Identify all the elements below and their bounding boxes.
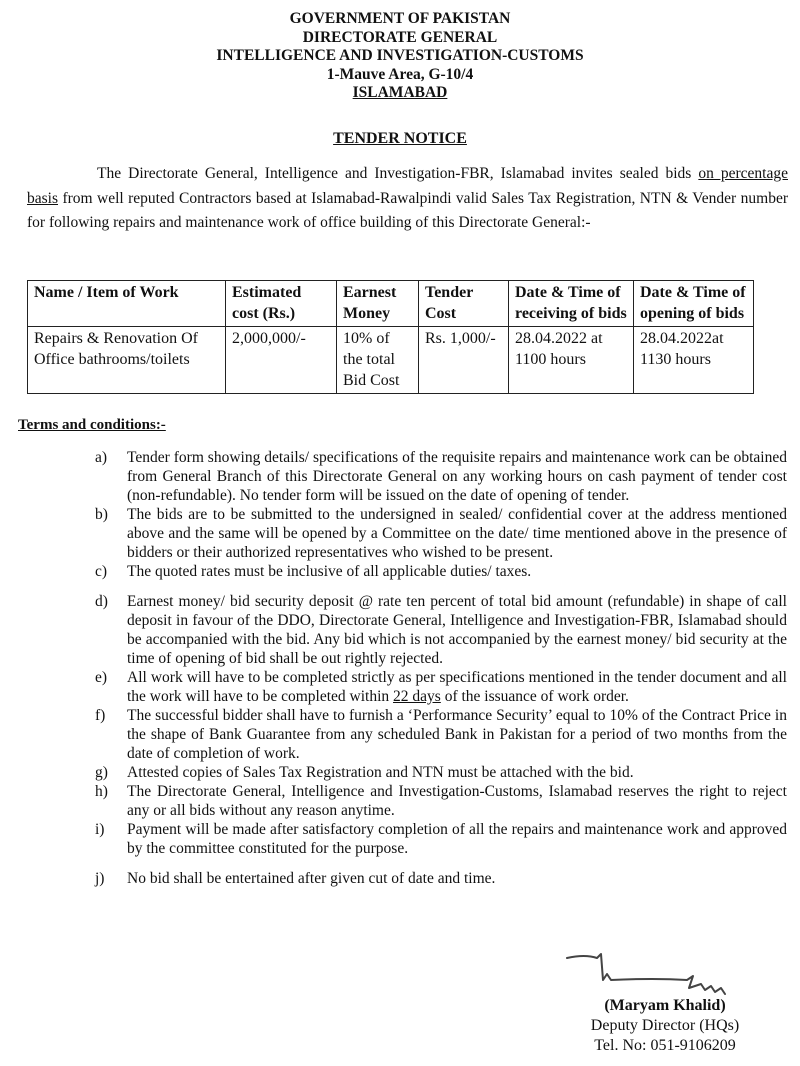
- intro-paragraph: [27, 162, 788, 236]
- col-header-estimated-cost: Estimated cost (Rs.): [226, 281, 337, 327]
- col-header-earnest-money: Earnest Money: [337, 281, 419, 327]
- term-text: [127, 669, 787, 705]
- term-marker: a): [95, 449, 108, 466]
- works-table: [27, 280, 754, 394]
- term-text: Attested copies of Sales Tax Registration and NTN must be attached with the bid.: [127, 764, 634, 781]
- cell-receiving-date: 28.04.2022 at 1100 hours: [509, 327, 634, 394]
- term-text: No bid shall be entertained after given cut of date and time.: [127, 870, 496, 887]
- term-item: [95, 668, 787, 706]
- term-item: [95, 592, 787, 668]
- term-item: [95, 869, 787, 888]
- term-text: Payment will be made after satisfactory completion of all the repairs and maintenance work and approved by the committee constituted for the purpose.: [127, 821, 787, 857]
- terms-heading: Terms and conditions:-: [18, 417, 166, 433]
- cell-opening-date: 28.04.2022at 1130 hours: [634, 327, 754, 394]
- intro-text-2: from well reputed Contractors based at Islamabad-Rawalpindi valid Sales Tax Registration, NTN & Vender number for following repairs and maintenance work of office building of this Directorate General:-: [27, 189, 788, 231]
- table-row: [28, 327, 754, 394]
- term-marker: d): [95, 593, 108, 610]
- term-item: [95, 505, 787, 562]
- term-item: [95, 706, 787, 763]
- cell-item: Repairs & Renovation Of Office bathrooms/toilets: [28, 327, 226, 394]
- col-header-tender-cost: Tender Cost: [419, 281, 509, 327]
- term-marker: e): [95, 669, 108, 686]
- term-text: The bids are to be submitted to the undersigned in sealed/ confidential cover at the address mentioned above and the same will be opened by a Committee on the date/ time mentioned above in the presence of bidders or their authorized representatives who wished to be present.: [127, 506, 787, 561]
- term-marker: i): [95, 821, 105, 838]
- letterhead-directorate: DIRECTORATE GENERAL: [302, 28, 498, 46]
- letterhead-address: 1-Mauve Area, G-10/4: [326, 65, 474, 83]
- signature-icon: [565, 950, 745, 1000]
- term-marker: c): [95, 563, 108, 580]
- term-marker: b): [95, 506, 108, 523]
- term-item: [95, 448, 787, 505]
- terms-list: [95, 448, 787, 888]
- term-item: [95, 782, 787, 820]
- cell-earnest-money: 10% of the total Bid Cost: [337, 327, 419, 394]
- term-marker: j): [95, 870, 105, 887]
- col-header-opening-date: Date & Time of opening of bids: [634, 281, 754, 327]
- intro-underlined: on percentage basis: [27, 165, 788, 207]
- term-text: The successful bidder shall have to furnish a ‘Performance Security’ equal to 10% of the Contract Price in the shape of Bank Guarantee from any scheduled Bank in Pakistan for a period of two months from the date of completion of work.: [127, 707, 787, 762]
- term-marker: g): [95, 764, 108, 781]
- cell-tender-cost: Rs. 1,000/-: [419, 327, 509, 394]
- signatory-phone: Tel. No: 051-9106209: [594, 1037, 736, 1054]
- term-marker: h): [95, 783, 108, 800]
- term-item: [95, 562, 787, 581]
- term-text: The Directorate General, Intelligence and Investigation-Customs, Islamabad reserves the right to reject any or all bids without any reason anytime.: [127, 783, 787, 819]
- signatory-block: [575, 996, 755, 1056]
- document-title: TENDER NOTICE: [333, 130, 467, 147]
- signatory-name: (Maryam Khalid): [604, 997, 726, 1014]
- term-marker: f): [95, 707, 106, 724]
- term-text: The quoted rates must be inclusive of all applicable duties/ taxes.: [127, 563, 532, 580]
- letterhead-city: ISLAMABAD: [352, 84, 448, 101]
- term-item: [95, 820, 787, 858]
- term-text-after: of the issuance of work order.: [440, 688, 629, 705]
- table-header-row: [28, 281, 754, 327]
- term-text-before: All work will have to be completed strictly as per specifications mentioned in the tender document and all the work will have to be completed within: [127, 669, 787, 705]
- term-text: Tender form showing details/ specifications of the requisite repairs and maintenance work can be obtained from General Branch of this Directorate General on any working hours on cash payment of tender cost (non-refundable). No tender form will be issued on the date of opening of tender.: [127, 449, 787, 504]
- signatory-designation: Deputy Director (HQs): [590, 1017, 740, 1034]
- letterhead-government: GOVERNMENT OF PAKISTAN: [289, 10, 511, 27]
- letterhead: [0, 10, 800, 103]
- col-header-receiving-date: Date & Time of receiving of bids: [509, 281, 634, 327]
- term-text: Earnest money/ bid security deposit @ rate ten percent of total bid amount (refundable) in shape of call deposit in favour of the DDO, Directorate General, Intelligence and Investigation-FBR, Islamabad should be accompanied with the bid. Any bid which is not accompanied by the earnest money/ bid security at the time of opening of bid shall be out rightly rejected.: [127, 593, 787, 667]
- intro-text-1: The Directorate General, Intelligence and Investigation-FBR, Islamabad invites sealed bids: [97, 165, 699, 182]
- letterhead-department: INTELLIGENCE AND INVESTIGATION-CUSTOMS: [216, 47, 584, 64]
- col-header-item: Name / Item of Work: [28, 281, 226, 327]
- term-item: [95, 763, 787, 782]
- cell-estimated-cost: 2,000,000/-: [226, 327, 337, 394]
- term-text-underlined: 22 days: [393, 688, 441, 705]
